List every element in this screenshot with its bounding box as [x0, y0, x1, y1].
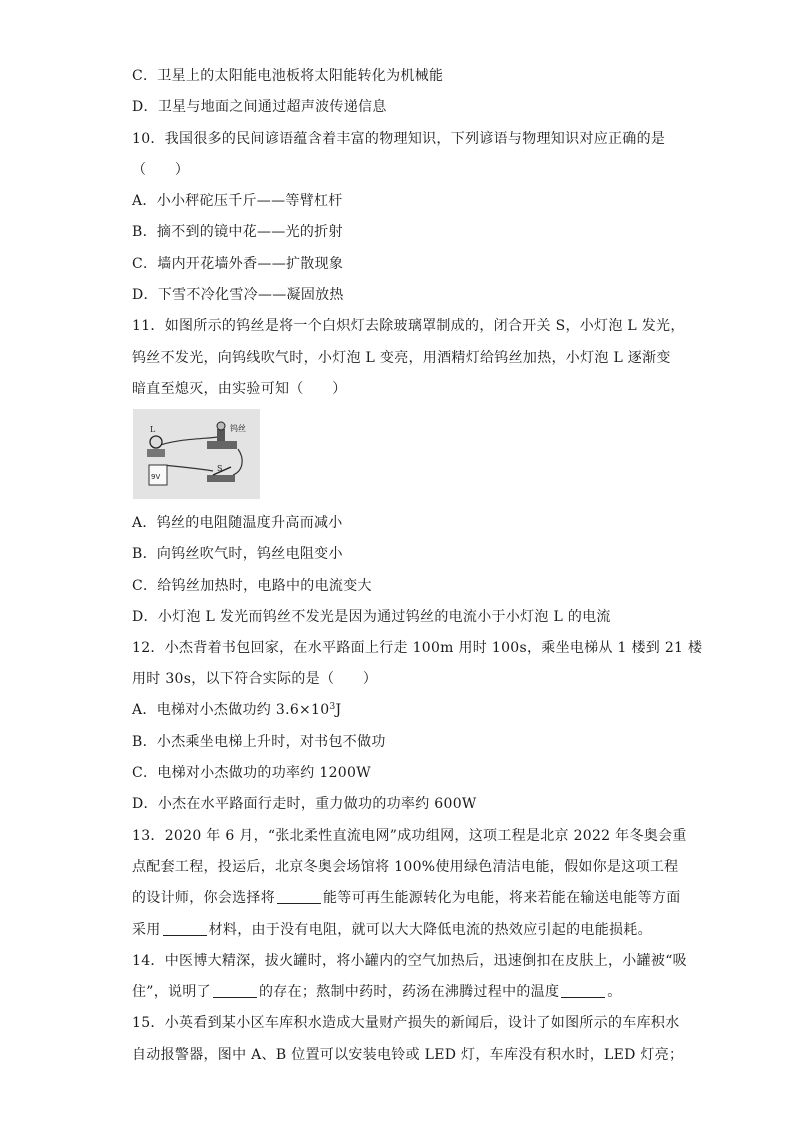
q11-stem-line-1: 11．如图所示的钨丝是将一个白炽灯去除玻璃罩制成的，闭合开关 S，小灯泡 L 发光，	[132, 318, 685, 334]
label-battery: 9V	[151, 473, 161, 481]
q12-stem-line-2: 用时 30s，以下符合实际的是（ ）	[132, 671, 378, 687]
answer-blank[interactable]	[213, 983, 257, 998]
q14-line-1: 14．中医博大精深，拔火罐时，将小罐内的空气加热后，迅速倒扣在皮肤上，小罐被“吸	[132, 953, 687, 969]
q13-line-3: 的设计师，你会选择将 能等可再生能源转化为电能，将来若能在输送电能等方面	[132, 890, 681, 906]
answer-blank[interactable]	[163, 921, 207, 936]
q11-option-d: D．小灯泡 L 发光而钨丝不发光是因为通过钨丝的电流小于小灯泡 L 的电流	[132, 609, 611, 625]
q10-option-a: A．小小秤砣压千斤——等臂杠杆	[132, 193, 343, 209]
q12-option-c: C．电梯对小杰做功的功率约 1200W	[132, 765, 371, 781]
q9-option-d: D．卫星与地面之间通过超声波传递信息	[132, 99, 387, 115]
q11-option-a: A．钨丝的电阻随温度升高而减小	[132, 515, 343, 531]
q10-option-d: D．下雪不冷化雪冷——凝固放热	[132, 287, 344, 303]
switch-base	[207, 475, 235, 482]
q12-option-d: D．小杰在水平路面行走时，重力做功的功率约 600W	[132, 796, 477, 812]
q13-line-1: 13．2020 年 6 月，“张北柔性直流电网”成功组网，这项工程是北京 2022 年冬奥会重	[132, 828, 687, 844]
q11-stem-line-2: 钨丝不发光，向钨线吹气时，小灯泡 L 变亮，用酒精灯给钨丝加热，小灯泡 L 逐渐变	[132, 350, 671, 366]
q14-line-2: 住”，说明了 的存在；熬制中药时，药汤在沸腾过程中的温度 。	[132, 984, 622, 1000]
q15-line-2: 自动报警器，图中 A、B 位置可以安装电铃或 LED 灯，车库没有积水时，LED 灯亮；	[132, 1047, 684, 1063]
answer-blank[interactable]	[561, 983, 605, 998]
circuit-diagram	[133, 409, 260, 499]
q11-option-c: C．给钨丝加热时，电路中的电流变大	[132, 578, 372, 594]
q10-option-b: B．摘不到的镜中花——光的折射	[132, 224, 343, 240]
q10-stem: 10．我国很多的民间谚语蕴含着丰富的物理知识，下列谚语与物理知识对应正确的是	[132, 131, 666, 147]
q9-option-c: C．卫星上的太阳能电池板将太阳能转化为机械能	[132, 68, 444, 84]
q10-stem-paren: （ ）	[132, 162, 190, 178]
q11-option-b: B．向钨丝吹气时，钨丝电阻变小	[132, 546, 343, 562]
bulb-icon	[150, 436, 162, 448]
q12-option-b: B．小杰乘坐电梯上升时，对书包不做功	[132, 734, 386, 750]
q12-stem-line-1: 12．小杰背着书包回家，在水平路面上行走 100m 用时 100s，乘坐电梯从 1 楼到 21 楼	[132, 640, 703, 656]
q13-line-4: 采用 材料，由于没有电阻，就可以大大降低电流的热效应引起的电能损耗。	[132, 922, 652, 938]
q13-line-2: 点配套工程，投运后，北京冬奥会场馆将 100%使用绿色清洁电能，假如你是这项工程	[132, 859, 679, 875]
circuit-figure	[133, 409, 260, 499]
q11-stem-line-3: 暗直至熄灭，由实验可知（ ）	[132, 381, 347, 397]
q12-option-a: A．电梯对小杰做功约 $3.6\times 10^3J$	[132, 702, 342, 718]
answer-blank[interactable]	[277, 889, 321, 904]
label-l: L	[150, 425, 156, 434]
tungsten-base	[207, 441, 237, 449]
label-s: S	[217, 464, 223, 473]
label-tungsten: 钨丝	[230, 424, 246, 433]
tungsten-filament-icon	[217, 429, 225, 441]
lamp-base	[147, 449, 165, 457]
q10-option-c: C．墙内开花墙外香——扩散现象	[132, 256, 344, 272]
q15-line-1: 15．小英看到某小区车库积水造成大量财产损失的新闻后，设计了如图所示的车库积水	[132, 1015, 680, 1031]
